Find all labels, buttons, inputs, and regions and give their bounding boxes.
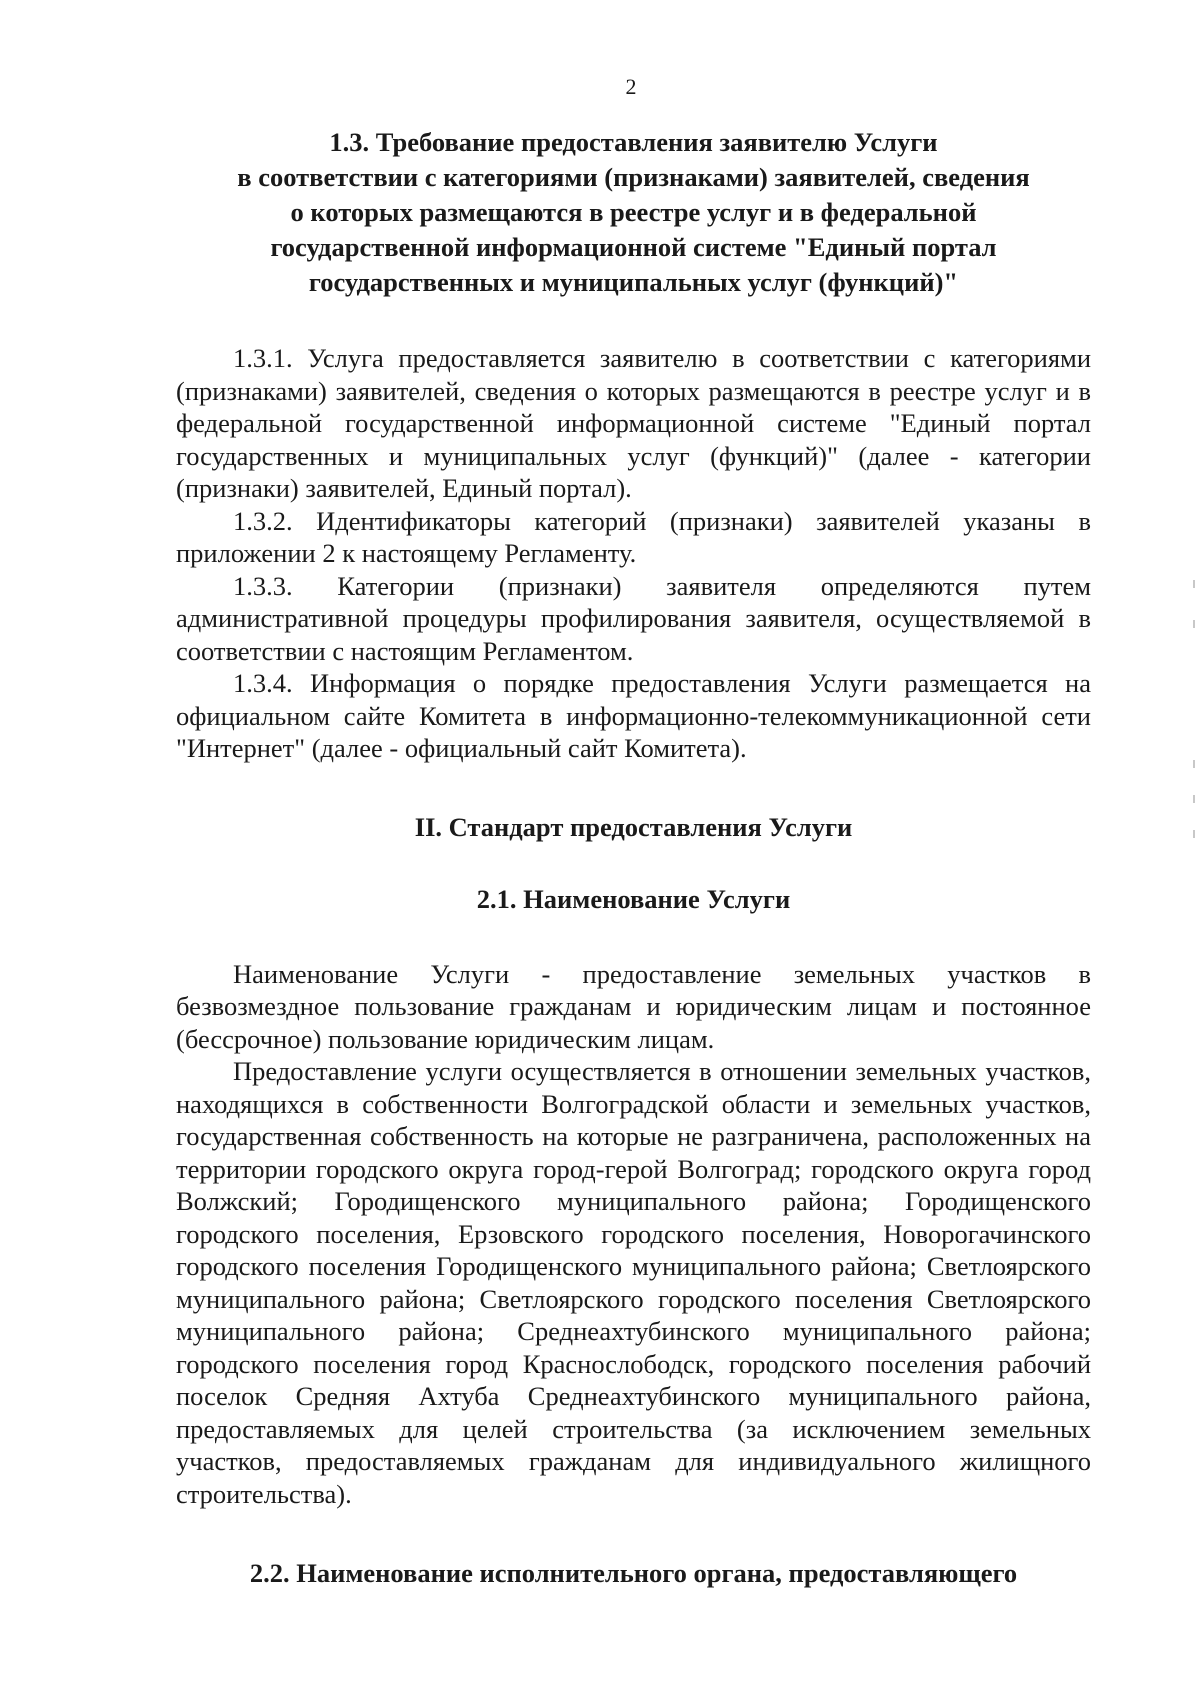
- scan-margin-marks: [1193, 580, 1197, 880]
- paragraph-1-3-2: 1.3.2. Идентификаторы категорий (признаки) заявителей указаны в приложении 2 к настоящему Регламенту.: [176, 505, 1091, 568]
- page-number: 2: [625, 74, 637, 99]
- heading-line: в соответствии с категориями (признаками) заявителей, сведения: [237, 162, 1030, 192]
- paragraph-2-1-name: Наименование Услуги - предоставление земельных участков в безвозмездное пользование гражданам и юридическим лицам и постоянное (бессрочное) пользование юридическим лицам.: [176, 958, 1091, 1054]
- paragraph-1-3-1: 1.3.1. Услуга предоставляется заявителю в соответствии с категориями (признаками) заявителей, сведения о которых размещаются в реестре услуг и в федеральной государственной информационной системе "Единый портал государственных и муниципальных услуг (функций)" (далее - категории (признаки) заявителей, Единый портал).: [176, 343, 1091, 503]
- paragraph-1-3-3: 1.3.3. Категории (признаки) заявителя определяются путем административной процедуры профилирования заявителя, осуществляемой в соответствии с настоящим Регламентом.: [176, 570, 1091, 666]
- document-body: [176, 125, 1091, 1591]
- heading-line: 1.3. Требование предоставления заявителю Услуги: [329, 127, 938, 157]
- paragraph-2-1-scope: Предоставление услуги осуществляется в отношении земельных участков, находящихся в собственности Волгоградской области и земельных участков, государственная собственность на которые не разграничена, расположенных на территории городского округа город-герой Волгоград; городского округа город Волжский; Городищенского муниципального района; Городищенского городского поселения, Ерзовского городского поселения, Новорогачинского городского поселения Городищенского муниципального района; Светлоярского муниципального района; Светлоярского городского поселения Светлоярского муниципального района; Среднеахтубинского муниципального района; городского поселения город Краснослободск, городского поселения рабочий поселок Средняя Ахтуба Среднеахтубинского муниципального района, предоставляемых для целей строительства (за исключением земельных участков, предоставляемых гражданам для индивидуального жилищного строительства).: [176, 1056, 1091, 1509]
- heading-line: государственной информационной системе "Единый портал: [270, 232, 997, 262]
- section-2-2-heading: 2.2. Наименование исполнительного органа, предоставляющего: [249, 1558, 1018, 1588]
- paragraph-1-3-4: 1.3.4. Информация о порядке предоставления Услуги размещается на официальном сайте Комитета в информационно-телекоммуникационной сети "Интернет" (далее - официальный сайт Комитета).: [176, 668, 1091, 763]
- section-1-3-heading: [176, 125, 1091, 300]
- heading-line: о которых размещаются в реестре услуг и в федеральной: [290, 197, 977, 227]
- heading-line: государственных и муниципальных услуг (функций)": [308, 267, 959, 297]
- section-2-1-heading: 2.1. Наименование Услуги: [476, 883, 791, 914]
- section-2-heading: II. Стандарт предоставления Услуги: [414, 811, 853, 842]
